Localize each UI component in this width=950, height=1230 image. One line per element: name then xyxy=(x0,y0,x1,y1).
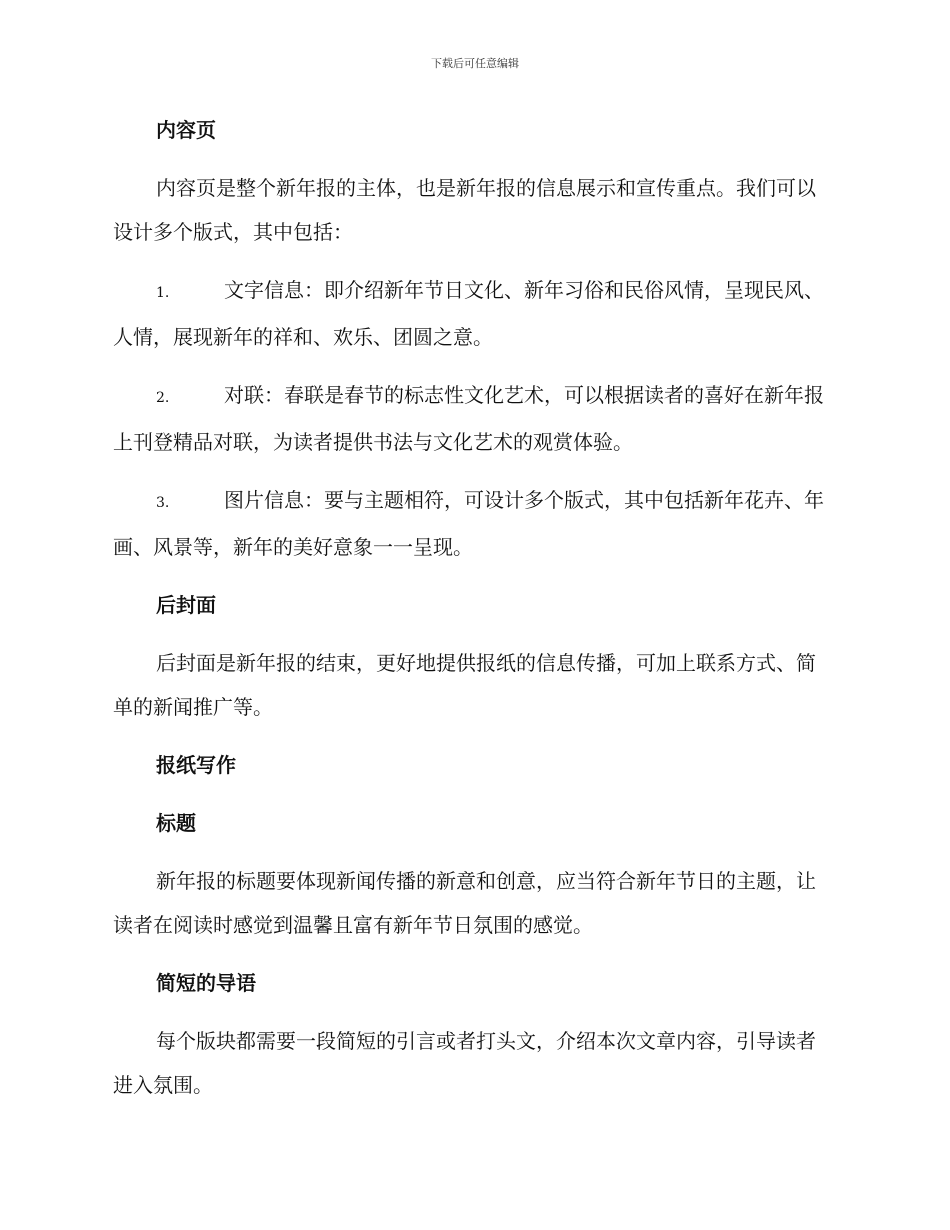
list-item-number: 1. xyxy=(156,285,170,301)
header-note: 下载后可任意编辑 xyxy=(431,57,519,70)
heading-back-cover: 后封面 xyxy=(156,593,216,617)
list-item-text: 图片信息：要与主题相符，可设计多个版式，其中包括新年花卉、年画、风景等，新年的美好意象一一呈现。 xyxy=(113,488,824,559)
list-item-text: 对联：春联是春节的标志性文化艺术，可以根据读者的喜好在新年报上刊登精品对联，为读者提供书法与文化艺术的观赏体验。 xyxy=(113,383,824,454)
list-item-number: 3. xyxy=(156,495,170,511)
back-cover-text: 后封面是新年报的结束，更好地提供报纸的信息传播，可加上联系方式、简单的新闻推广等。 xyxy=(113,651,816,719)
content-page-intro: 内容页是整个新年报的主体，也是新年报的信息展示和宣传重点。我们可以设计多个版式，其中包括： xyxy=(113,176,816,244)
list-item xyxy=(113,268,833,359)
list-item-text: 文字信息：即介绍新年节日文化、新年习俗和民俗风情，呈现民风、人情，展现新年的祥和、欢乐、团圆之意。 xyxy=(113,278,824,349)
heading-content-page: 内容页 xyxy=(156,118,216,142)
list-item xyxy=(113,478,833,569)
heading-lead: 简短的导语 xyxy=(156,971,256,995)
heading-headline: 标题 xyxy=(156,811,196,835)
heading-newspaper-writing: 报纸写作 xyxy=(156,753,236,777)
list-item-number: 2. xyxy=(156,390,170,406)
list-item xyxy=(113,373,833,464)
document-body xyxy=(113,108,833,1121)
lead-text: 每个版块都需要一段简短的引言或者打头文，介绍本次文章内容，引导读者进入氛围。 xyxy=(113,1029,816,1097)
headline-text: 新年报的标题要体现新闻传播的新意和创意，应当符合新年节日的主题，让读者在阅读时感觉到温馨且富有新年节日氛围的感觉。 xyxy=(113,869,816,937)
